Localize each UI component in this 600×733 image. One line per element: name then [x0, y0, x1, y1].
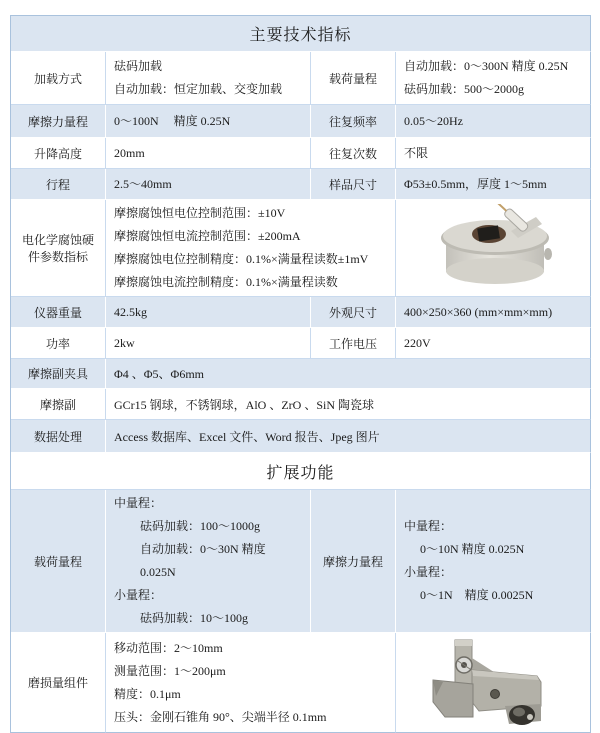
- photo-cell: [396, 633, 591, 733]
- row-value: [106, 490, 311, 633]
- value-line: Φ53±0.5mm，厚度 1～5mm: [404, 176, 547, 191]
- value-line: 中量程：: [404, 519, 453, 533]
- photo-cell: [396, 200, 591, 297]
- table-row: [11, 389, 591, 420]
- row-label: 摩擦力量程: [311, 490, 396, 633]
- table-row: [11, 420, 591, 453]
- row-value: [106, 633, 396, 733]
- row-value: [396, 138, 591, 169]
- value-line: 精度：0.1μm: [114, 686, 181, 701]
- value-line: 摩擦腐蚀电流控制精度：0.1%×满量程读数: [114, 275, 338, 289]
- value-line: 小量程：: [404, 565, 453, 579]
- value-line: 2.5～40mm: [114, 176, 172, 191]
- table-row: [11, 52, 591, 105]
- value-line: 不限: [404, 145, 429, 160]
- row-value: [106, 105, 311, 138]
- value-line: 砝码加载：100～1000g: [140, 519, 261, 533]
- extended-functions-title: 扩展功能: [11, 453, 591, 490]
- value-line: 0～1N 精度 0.0025N: [420, 588, 534, 602]
- row-value: [106, 297, 311, 328]
- value-line: 自动加载：0～300N 精度 0.25N: [404, 59, 569, 73]
- table-row: [11, 16, 591, 52]
- table-row: [11, 359, 591, 389]
- row-value: [106, 169, 311, 200]
- value-line: 自动加载：恒定加载、交变加载: [114, 82, 283, 96]
- row-value: Φ4 、Φ5、Φ6mm: [106, 359, 591, 389]
- row-value: [396, 169, 591, 200]
- value-line: 摩擦腐蚀恒电位控制范围：±10V: [114, 206, 286, 220]
- row-label: 载荷量程: [11, 490, 106, 633]
- table-row: [11, 105, 591, 138]
- value-line: 中量程：: [114, 496, 163, 510]
- main-specs-title: 主要技术指标: [11, 16, 591, 52]
- value-line: 2kw: [114, 335, 135, 350]
- value-line: 0～100N 精度 0.25N: [114, 113, 231, 128]
- table-row: [11, 328, 591, 359]
- row-label: 仪器重量: [11, 297, 106, 328]
- row-value: [106, 52, 311, 105]
- row-value: [396, 490, 591, 633]
- row-label: 加载方式: [11, 52, 106, 105]
- row-label: 功率: [11, 328, 106, 359]
- row-value: [106, 200, 396, 297]
- row-label: 往复频率: [311, 105, 396, 138]
- row-label: 外观尺寸: [311, 297, 396, 328]
- row-label: 样品尺寸: [311, 169, 396, 200]
- row-label: 往复次数: [311, 138, 396, 169]
- row-value: GCr15 钢球，不锈钢球，AlO 、ZrO 、SiN 陶瓷球: [106, 389, 591, 420]
- row-value: [106, 328, 311, 359]
- row-value: [396, 297, 591, 328]
- value-line: 砝码加载：10～100g: [140, 611, 249, 625]
- row-value: Access 数据库、Excel 文件、Word 报告、Jpeg 图片: [106, 420, 591, 453]
- row-label: 行程: [11, 169, 106, 200]
- table-row: [11, 490, 591, 633]
- table-row: [11, 169, 591, 200]
- row-label: 摩擦副: [11, 389, 106, 420]
- table-row: [11, 633, 591, 733]
- row-label: 摩擦力量程: [11, 105, 106, 138]
- value-line: 小量程：: [114, 588, 163, 602]
- row-label: 数据处理: [11, 420, 106, 453]
- table-row: [11, 138, 591, 169]
- row-label: 工作电压: [311, 328, 396, 359]
- wear-measurement-component-photo: [413, 636, 573, 730]
- value-line: 摩擦腐蚀电位控制精度：0.1%×满量程读数±1mV: [114, 252, 369, 266]
- technical-spec-table: [10, 15, 591, 733]
- value-line: 0.05～20Hz: [404, 113, 463, 128]
- table-row: [11, 453, 591, 490]
- value-line: 220V: [404, 335, 431, 350]
- row-label: 磨损量组件: [11, 633, 106, 733]
- value-line: 42.5kg: [114, 304, 147, 319]
- electrochemical-cell-photo: [402, 204, 584, 292]
- row-value: [396, 52, 591, 105]
- value-line: 测量范围：1～200μm: [114, 663, 226, 678]
- row-label: 摩擦副夹具: [11, 359, 106, 389]
- value-line: 移动范围：2～10mm: [114, 640, 223, 655]
- row-value: [396, 328, 591, 359]
- row-label: 升降高度: [11, 138, 106, 169]
- value-line: 自动加载：0～30N 精度 0.025N: [140, 542, 269, 579]
- row-value: [396, 105, 591, 138]
- value-line: 压头：金刚石锥角 90°、尖端半径 0.1mm: [114, 709, 327, 724]
- value-line: 0～10N 精度 0.025N: [420, 542, 525, 556]
- value-line: 砝码加载: [114, 59, 163, 73]
- value-line: 砝码加载：500～2000g: [404, 82, 525, 96]
- row-label: 载荷量程: [311, 52, 396, 105]
- row-label: 电化学腐蚀硬件参数指标: [11, 200, 106, 297]
- value-line: 400×250×360 (mm×mm×mm): [404, 304, 553, 319]
- table-row: [11, 297, 591, 328]
- row-value: [106, 138, 311, 169]
- value-line: 摩擦腐蚀恒电流控制范围：±200mA: [114, 229, 301, 243]
- table-row: [11, 200, 591, 297]
- value-line: 20mm: [114, 145, 145, 160]
